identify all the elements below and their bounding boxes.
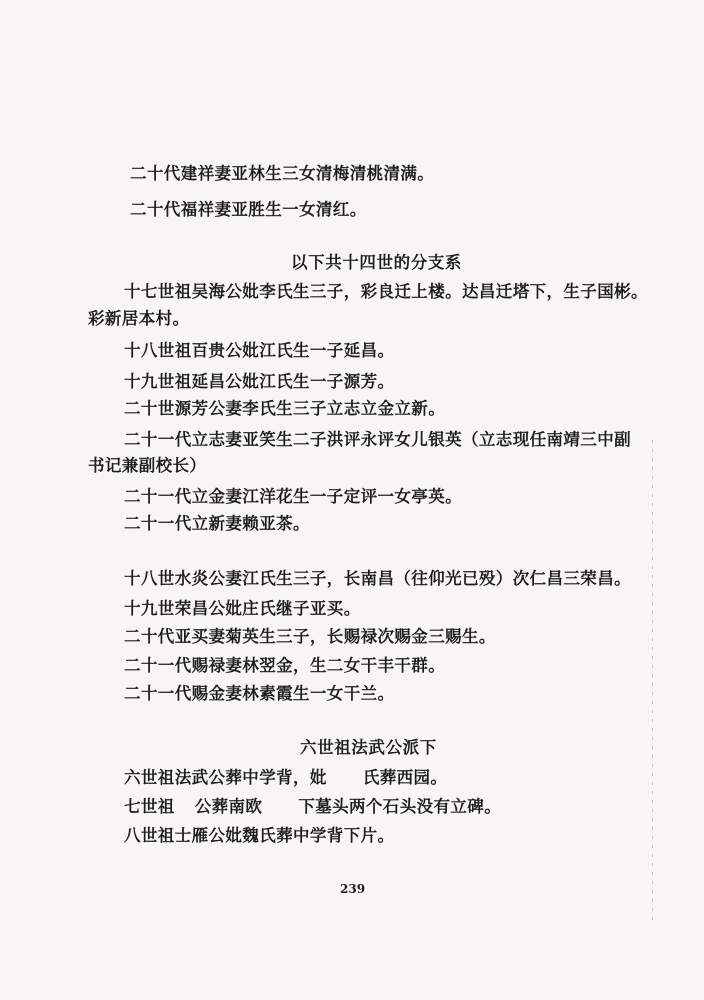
text-line: 二十代亚买妻菊英生三子，长赐禄次赐金三赐生。 — [124, 627, 496, 646]
text-line: 十八世祖百贵公妣江氏生一子延昌。 — [124, 341, 395, 360]
text-line: 十八世水炎公妻江氏生三子，长南昌（往仰光已殁）次仁昌三荣昌。 — [124, 569, 631, 588]
text-segment: 下墓头两个石头没有立碑。 — [298, 797, 502, 816]
text-line — [124, 768, 447, 788]
text-line: 二十一代赐金妻林素霞生一女干兰。 — [124, 684, 395, 703]
scan-edge-shadow — [652, 440, 653, 920]
text-line: 二十一代立新妻赖亚茶。 — [124, 514, 310, 533]
text-line — [124, 797, 501, 817]
text-line: 十七世祖吴海公妣李氏生三子，彩良迁上楼。达昌迁塔下，生子国彬。 — [124, 282, 648, 301]
text-line: 八世祖士雁公妣魏氏葬中学背下片。 — [124, 826, 395, 845]
text-segment: 六世祖法武公葬中学背，妣 — [124, 768, 327, 787]
text-line: 十九世祖延昌公妣江氏生一子源芳。 — [124, 372, 395, 391]
section-heading: 六世祖法武公派下 — [300, 738, 437, 757]
text-line: 二十世源芳公妻李氏生三子立志立金立新。 — [124, 399, 446, 418]
text-line: 彩新居本村。 — [88, 309, 190, 328]
text-line: 十九世荣昌公妣庄氏继子亚买。 — [124, 599, 361, 618]
text-line: 二十代福祥妻亚胜生一女清红。 — [130, 200, 367, 219]
section-heading: 以下共十四世的分支系 — [291, 253, 462, 272]
text-segment: 七世祖 — [124, 797, 175, 816]
text-line: 二十一代赐禄妻林翌金，生二女干丰干群。 — [124, 656, 446, 675]
page-number: 239 — [340, 882, 366, 896]
text-line: 二十一代立金妻江洋花生一子定评一女亭英。 — [124, 487, 462, 506]
text-line: 二十代建祥妻亚林生三女清梅清桃清满。 — [130, 164, 435, 183]
text-segment: 公葬南欧 — [194, 797, 263, 816]
text-segment: 氏葬西园。 — [362, 768, 448, 787]
text-line: 二十一代立志妻亚笑生二子洪评永评女儿银英（立志现任南靖三中副 — [124, 430, 631, 449]
text-line: 书记兼副校长） — [88, 456, 207, 475]
